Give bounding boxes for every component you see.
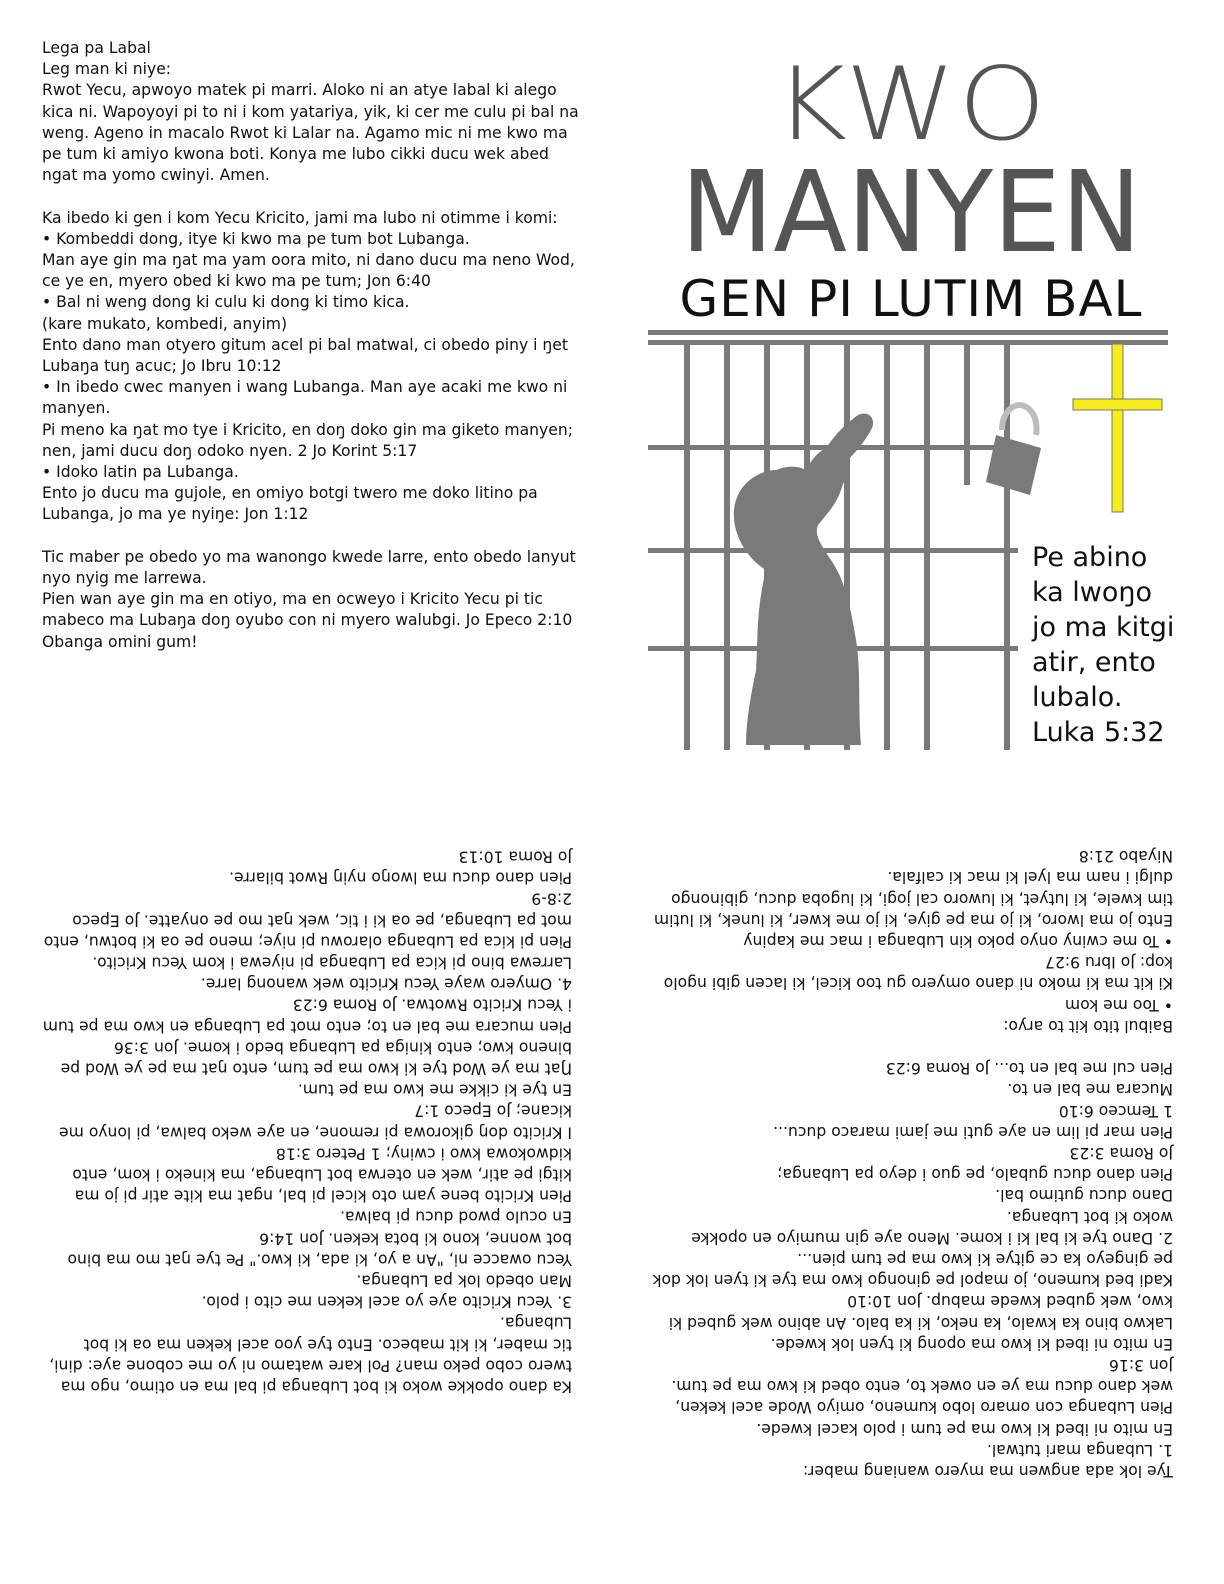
cover-title-line3: GEN PI LUTIM BAL xyxy=(679,270,1143,328)
left-top-panel-text: Lega pa Labal Leg man ki niye: Rwot Yecu, apwoyo matek pi marri. Aloko ni an atye labal ki alego kica ni. Wapoyoyi pi to ni i kom yatariya, yik, ki cer me culu pi bal na weng. Ageno in macalo Rwot ki Lalar na. Agamo mic ni me kwo ma pe tum ki amiyo kwona boti. Konya me lubo cikki ducu wek abed ngat ma yomo cwinyi. Amen. Ka ibedo ki gen i kom Yecu Kricito, jami ma lubo ni otimme i komi: • Kombeddi dong, itye ki kwo ma pe tum bot Lubanga. Man aye gin ma ŋat ma yam oora mito, ni dano ducu ma neno Wod, ce ye en, myero obed ki kwo ma pe tum; Jon 6:40 • Bal ni weng dong ki culu ki dong ki timo kica. (kare mukato, kombedi, anyim) Ento dano man otyero gitum acel pi bal matwal, ci obedo piny i ŋet Lubaŋa tuŋ acuc; Jo Ibru 10:12 • In ibedo cwec manyen i wang Lubanga. Man aye acaki me kwo ni manyen. Pi meno ka ŋat mo tye i Kricito, en doŋ doko gin ma giketo manyen; nen, jami ducu doŋ odoko nyen. 2 Jo Korint 5:17 • Idoko latin pa Lubanga. Ento jo ducu ma gujole, en omiyo botgi twero me doko litino pa Lubanga, jo ma ye nyiŋe: Jon 1:12 Tic maber pe obedo yo ma wanongo kwede larre, ento obedo lanyut nyo nyig me larrewa. Pien wan aye gin ma en otiyo, ma en ocweyo i Kricito Yecu pi tic mabeco ma Lubaŋa doŋ oyubo con ni myero walubgi. Jo Epeco 2:10 Obanga omini gum! xyxy=(42,39,579,651)
kneeling-person-silhouette xyxy=(734,447,861,745)
cover-title-line1: KWO xyxy=(773,46,1049,164)
bottom-left-panel-text: Ka dano opokke woko ki bot Lubanga pi bal ma en otimo, ngo ma twero cobo peko man? Pol kare watamo ni yo me cobone aye: dini, tic maber, ki kit mabeco. Ento tye yoo acel keken ma oa ki bot Lubanga. 3. Yecu Kricito aye yo acel keken me cito i polo. Man obedo lok pa Lubanga. Yecu owacce ni, "An a yo, ki ada, ki kwo." Pe tye ŋat mo ma bino bot wonne, kono ki bota keken. Jon 14:6 En oculo pwod ducu pi balwa. Pien Kricito bene yam oto kicel pi bal, ngat ma kite atir pi jo ma kitgi pe atir, wek en oterwa bot Lubanga, ma kineko i kom, ento kidwokowa kwo i cwiny; 1 Petero 3:18 I Kricito doŋ gikorowa pi remone, en aye weko balwa, pi lonyo me kicane; Jo Epeco 1:7 En tye ki cikke me kwo ma pe tum. Ŋat ma ye Wod tye ki kwo ma pe tum, ento ŋat ma pe ye Wod pe bineno kwo; ento kiniga pa Lubanga bedo i kome. Jon 3:36 Pien mucara me bal en to; ento mot pa Lubanga en kwo ma pe tum i Yecu Kricito Rwotwa. Jo Roma 6:23 4. Omyero waye Yecu Kricito wek wanong larre. Larrewa bino pi kica pa Lubanga pi niyewa i kom Yecu Kricito. Pien pi kica pa Lubanga olarowu pi niye; meno pe oa ki botwu, ento mot pa Lubanga, pe oa ki i tic, wek ŋat mo pe onyatte. Jo Epeco 2:8-9 Pien dano ducu ma lwoŋo nyiŋ Rwot bilarre. Jo Roma 10:13 xyxy=(42,847,572,1396)
cover-panel xyxy=(646,30,1176,750)
cover-title-line2: MANYEN xyxy=(680,148,1142,278)
bottom-right-panel-text: Tye lok ada angwen ma myero waniang maber: 1. Lubanga mari tutwal. En mito ni ibed ki kwo ma pe tum i polo kacel kwede. Pien Lubanga con omaro lobo kumeno, omiyo Wode acel keken, wek dano ducu ma ye en owek to, ento obed ki kwo ma pe tum. Jon 3:16 En mito ni ibed ki kwo ma opong ki tyen lok kwede. Lakwo bino ka kwalo, ka neko, ki ka balo. An abino wek gubed ki kwo, wek gubed kwede mabup. Jon 10:10 Kadi bed kumeno, jo mapol pe ginongo kwo ma tye ki tyen lok dok pe gingeyo ka ce gitye ki kwo ma pe tum pien... 2. Dano tye ki bal ki i kome. Meno aye gin mumiyo en opokke woko ki bot Lubanga. Dano ducu gutimo bal. Pien dano ducu gubalo, pe guo i deyo pa Lubanga; Jo Roma 3:23 Pien mar pi lim en aye guti me jami maraco ducu... 1 Temceo 6:10 Mucara me bal en to. Pien cul me bal en to... Jo Roma 6:23 Baibul tito kit to aryo: • Too me kom Ki kit ma ki moko ni dano omyero gu too kicel, ki lacen gibi ngolo kop: Jo Ibru 9:27 • To me cwiny onyo poko kin Lubanga i mac me kapiny Ento jo ma lworo, ki jo ma pe giye, ki jo me kwer, ki lunek, ki lutim tim kwele, ki lutyet, ki luworo cal jogi, ki lugoba ducu, gibinongo dulgi i nam ma lyel ki mac ki calfala. Niyabo 21:8 xyxy=(652,847,1173,1481)
cover-verse: Pe abino ka lwoŋo jo ma kitgi atir, ento lubalo. Luka 5:32 xyxy=(1032,542,1175,748)
padlock-icon xyxy=(986,405,1041,495)
top-rail-2 xyxy=(648,340,1168,345)
cross-icon xyxy=(1073,344,1162,512)
vertical-bars xyxy=(684,345,1010,750)
top-rail xyxy=(648,330,1168,335)
